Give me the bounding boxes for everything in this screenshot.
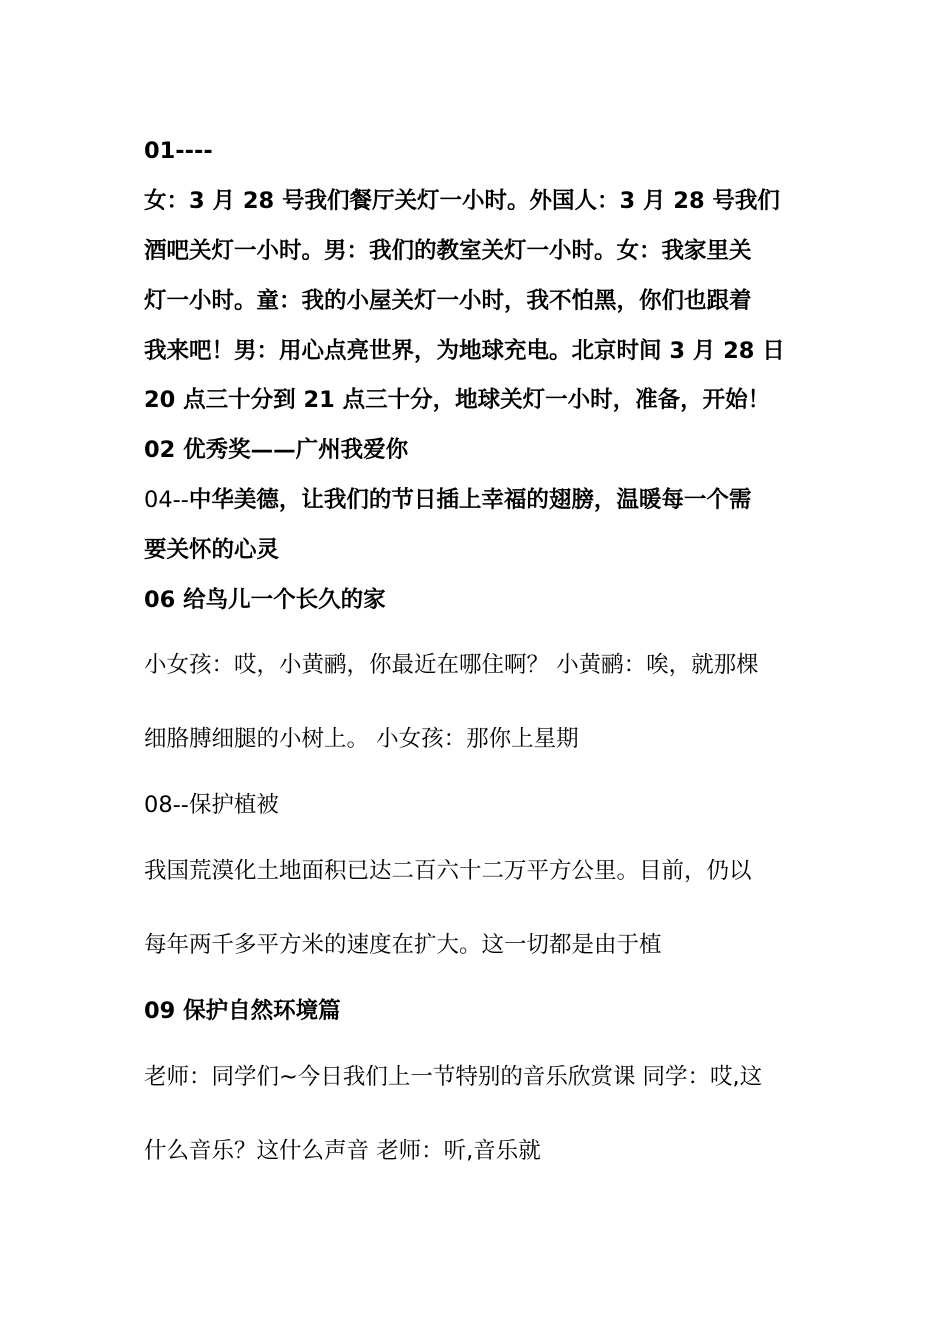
section-04-line: 要关怀的心灵 — [144, 537, 280, 563]
section-04-text: 中华美德，让我们的节日插上幸福的翅膀，温暖每一个需 — [188, 487, 752, 513]
section-06-line: 小女孩：哎，小黄鹂，你最近在哪住啊？ 小黄鹂：唉，就那棵 — [144, 652, 759, 678]
section-06-heading: 06 给鸟儿一个长久的家 — [144, 587, 386, 613]
section-04-line — [144, 485, 814, 515]
section-08-line: 我国荒漠化土地面积已达二百六十二万平方公里。目前，仍以 — [144, 858, 752, 884]
section-08-line: 每年两千多平方米的速度在扩大。这一切都是由于植 — [144, 932, 662, 958]
section-01-line: 酒吧关灯一小时。男：我们的教室关灯一小时。女：我家里关 — [144, 238, 752, 264]
section-01-heading: 01---- — [144, 138, 213, 164]
section-09-line: 老师：同学们~今日我们上一节特别的音乐欣赏课 同学：哎,这 — [144, 1064, 763, 1090]
section-06-line: 细胳膊细腿的小树上。 小女孩：那你上星期 — [144, 726, 579, 752]
section-01-line: 灯一小时。童：我的小屋关灯一小时，我不怕黑，你们也跟着 — [144, 288, 752, 314]
section-09-heading: 09 保护自然环境篇 — [144, 998, 341, 1024]
section-01-line: 20 点三十分到 21 点三十分，地球关灯一小时，准备，开始！ — [144, 387, 771, 413]
section-01-line: 女：3 月 28 号我们餐厅关灯一小时。外国人：3 月 28 号我们 — [144, 188, 780, 214]
section-02-heading: 02 优秀奖——广州我爱你 — [144, 437, 409, 463]
section-01-line: 我来吧！男：用心点亮世界，为地球充电。北京时间 3 月 28 日 — [144, 338, 785, 364]
section-09-line: 什么音乐？这什么声音 老师：听,音乐就 — [144, 1138, 541, 1164]
section-08-heading: 08--保护植被 — [144, 792, 279, 818]
section-04-prefix: 04-- — [144, 487, 189, 513]
